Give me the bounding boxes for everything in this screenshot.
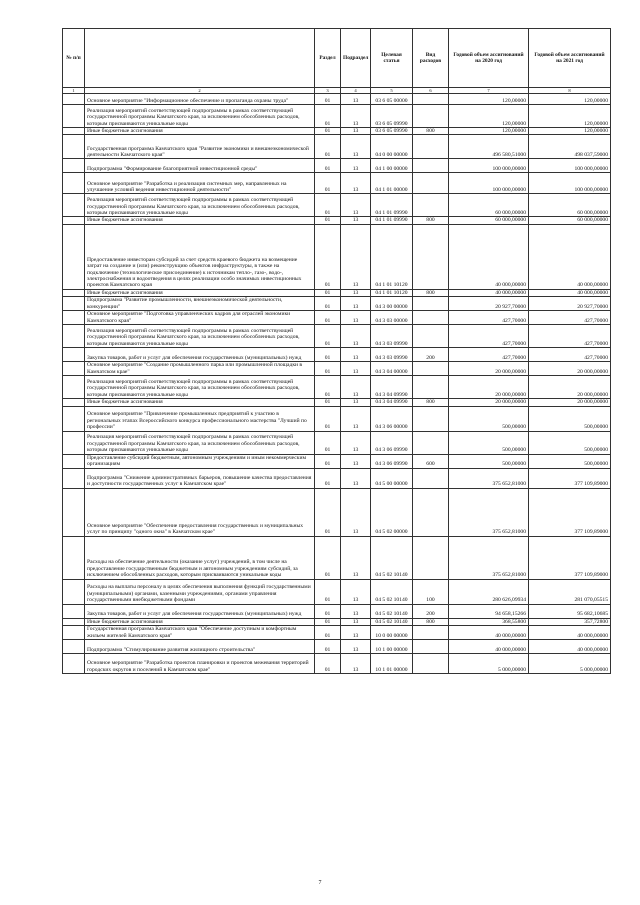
header-podrazdel: Подраздел — [341, 29, 371, 88]
row-expense-type — [413, 135, 449, 159]
row-razdel: 01 — [315, 654, 341, 674]
row-amount-2021: 40 000,00000 — [529, 626, 611, 640]
row-number — [63, 348, 85, 362]
row-number — [63, 325, 85, 348]
row-expense-type — [413, 224, 449, 289]
row-razdel: 01 — [315, 399, 341, 406]
row-podrazdel: 13 — [341, 297, 371, 311]
row-number — [63, 536, 85, 579]
table-row — [63, 105, 611, 128]
header-target-article: Целевая статья — [371, 29, 413, 88]
row-podrazdel: 13 — [341, 311, 371, 325]
row-amount-2020: 60 000,00000 — [449, 194, 529, 217]
row-target-article: 04 3 06 09990 — [371, 431, 413, 454]
row-razdel: 01 — [315, 468, 341, 488]
row-expense-type — [413, 94, 449, 105]
row-target-article: 04 1 00 00000 — [371, 159, 413, 173]
row-target-article: 04 1 01 09990 — [371, 217, 413, 224]
row-podrazdel: 13 — [341, 431, 371, 454]
row-number — [63, 173, 85, 194]
row-amount-2021: 20 000,00000 — [529, 362, 611, 376]
row-number — [63, 224, 85, 289]
row-amount-2020: 375 652,81000 — [449, 536, 529, 579]
row-name: Подпрограмма "Стимулирование развития жилищного строительства" — [85, 640, 315, 654]
column-number: 2 — [85, 88, 315, 94]
row-podrazdel: 13 — [341, 579, 371, 604]
row-name: Иные бюджетные ассигнования — [85, 618, 315, 625]
table-row — [63, 406, 611, 431]
row-amount-2020: 500,00000 — [449, 406, 529, 431]
row-expense-type — [413, 640, 449, 654]
row-number — [63, 454, 85, 468]
row-amount-2021: 95 682,10685 — [529, 604, 611, 618]
row-razdel: 01 — [315, 579, 341, 604]
table-row — [63, 224, 611, 289]
table-row — [63, 94, 611, 105]
table-row — [63, 579, 611, 604]
row-number — [63, 289, 85, 296]
row-podrazdel: 13 — [341, 618, 371, 625]
row-amount-2021: 377 109,89000 — [529, 468, 611, 488]
row-number — [63, 618, 85, 625]
table-body — [63, 94, 611, 674]
row-expense-type — [413, 194, 449, 217]
row-target-article: 04 3 06 09990 — [371, 454, 413, 468]
row-podrazdel: 13 — [341, 454, 371, 468]
row-podrazdel: 13 — [341, 604, 371, 618]
row-target-article: 03 6 05 00000 — [371, 94, 413, 105]
row-expense-type: 600 — [413, 454, 449, 468]
row-name: Закупка товаров, работ и услуг для обеспечения государственных (муниципальных) нужд — [85, 604, 315, 618]
row-podrazdel: 13 — [341, 224, 371, 289]
row-podrazdel: 13 — [341, 105, 371, 128]
row-expense-type — [413, 468, 449, 488]
row-amount-2021: 20 000,00000 — [529, 376, 611, 399]
row-amount-2020: 120,00000 — [449, 94, 529, 105]
row-name: Реализация мероприятий соответствующей подпрограммы в рамках соответствующей государственной программы Камчатского края, за исключением обособленных расходов, которым присваиваются уникальные коды — [85, 376, 315, 399]
row-target-article: 04 5 02 10140 — [371, 618, 413, 625]
row-razdel: 01 — [315, 362, 341, 376]
row-expense-type — [413, 297, 449, 311]
row-amount-2021: 357,72800 — [529, 618, 611, 625]
row-razdel: 01 — [315, 105, 341, 128]
row-target-article: 04 3 06 00000 — [371, 406, 413, 431]
row-target-article: 04 3 03 09990 — [371, 348, 413, 362]
row-podrazdel: 13 — [341, 376, 371, 399]
row-amount-2020: 120,00000 — [449, 105, 529, 128]
row-razdel: 01 — [315, 135, 341, 159]
row-amount-2020: 427,70000 — [449, 325, 529, 348]
row-expense-type — [413, 362, 449, 376]
table-row — [63, 454, 611, 468]
row-amount-2021: 40 000,00000 — [529, 224, 611, 289]
row-amount-2021: 427,70000 — [529, 348, 611, 362]
table-row — [63, 128, 611, 135]
row-podrazdel: 13 — [341, 135, 371, 159]
table-row — [63, 431, 611, 454]
table-row — [63, 362, 611, 376]
row-target-article: 04 5 00 00000 — [371, 468, 413, 488]
row-name: Реализация мероприятий соответствующей подпрограммы в рамках соответствующей государственной программы Камчатского края, за исключением обособленных расходов, которым присваиваются уникальные коды — [85, 431, 315, 454]
row-podrazdel: 13 — [341, 128, 371, 135]
row-razdel: 01 — [315, 159, 341, 173]
row-amount-2020: 40 000,00000 — [449, 224, 529, 289]
row-amount-2021: 120,00000 — [529, 128, 611, 135]
row-name: Расходы на обеспечение деятельности (оказание услуг) учреждений, в том числе на предоставление государственным бюджетным и автономным учреждениям субсидий, за исключением обособленных расходов, которым присваиваются уникальные коды — [85, 536, 315, 579]
row-podrazdel: 13 — [341, 406, 371, 431]
row-target-article: 04 3 00 00000 — [371, 297, 413, 311]
table-row — [63, 618, 611, 625]
row-name: Основное мероприятие "Обеспечение предоставления государственных и муниципальных услуг по принципу "одного окна" в Камчатском крае" — [85, 488, 315, 536]
row-target-article: 10 0 00 00000 — [371, 626, 413, 640]
row-expense-type: 100 — [413, 579, 449, 604]
row-amount-2020: 120,00000 — [449, 128, 529, 135]
row-razdel: 01 — [315, 289, 341, 296]
row-expense-type — [413, 376, 449, 399]
row-number — [63, 406, 85, 431]
row-amount-2021: 281 070,05515 — [529, 579, 611, 604]
header-2020: Годовой объем ассигнований на 2020 год — [449, 29, 529, 88]
header-2021: Годовой объем ассигнований на 2021 год — [529, 29, 611, 88]
row-podrazdel: 13 — [341, 325, 371, 348]
row-number — [63, 626, 85, 640]
column-number: 1 — [63, 88, 85, 94]
row-podrazdel: 13 — [341, 173, 371, 194]
table-row — [63, 173, 611, 194]
row-number — [63, 488, 85, 536]
row-number — [63, 311, 85, 325]
row-expense-type — [413, 431, 449, 454]
budget-table — [62, 28, 611, 674]
table-row — [63, 536, 611, 579]
row-target-article: 04 5 02 00000 — [371, 488, 413, 536]
column-number: 7 — [449, 88, 529, 94]
table-row — [63, 626, 611, 640]
row-amount-2020: 100 000,00000 — [449, 173, 529, 194]
row-expense-type: 800 — [413, 618, 449, 625]
table-row — [63, 289, 611, 296]
row-razdel: 01 — [315, 128, 341, 135]
row-razdel: 01 — [315, 376, 341, 399]
row-amount-2021: 498 037,59000 — [529, 135, 611, 159]
row-expense-type: 800 — [413, 289, 449, 296]
row-target-article: 04 5 02 10140 — [371, 579, 413, 604]
row-amount-2021: 377 109,89000 — [529, 488, 611, 536]
row-razdel: 01 — [315, 94, 341, 105]
row-number — [63, 105, 85, 128]
row-expense-type — [413, 406, 449, 431]
row-target-article: 10 1 00 00000 — [371, 640, 413, 654]
table-row — [63, 488, 611, 536]
table-row — [63, 217, 611, 224]
row-number — [63, 194, 85, 217]
row-amount-2021: 120,00000 — [529, 94, 611, 105]
row-razdel: 01 — [315, 454, 341, 468]
page-number: 7 — [318, 880, 322, 886]
row-number — [63, 399, 85, 406]
column-number: 4 — [341, 88, 371, 94]
row-name: Иные бюджетные ассигнования — [85, 128, 315, 135]
row-amount-2021: 20 000,00000 — [529, 399, 611, 406]
row-expense-type — [413, 159, 449, 173]
row-target-article: 03 6 05 09990 — [371, 128, 413, 135]
row-amount-2021: 500,00000 — [529, 454, 611, 468]
row-expense-type: 800 — [413, 217, 449, 224]
row-amount-2021: 500,00000 — [529, 431, 611, 454]
row-number — [63, 94, 85, 105]
row-expense-type: 200 — [413, 604, 449, 618]
row-expense-type — [413, 105, 449, 128]
row-amount-2021: 377 109,89000 — [529, 536, 611, 579]
row-number — [63, 362, 85, 376]
row-razdel: 01 — [315, 217, 341, 224]
row-expense-type — [413, 626, 449, 640]
header-num: № п/п — [63, 29, 85, 88]
row-amount-2020: 5 000,00000 — [449, 654, 529, 674]
column-number: 8 — [529, 88, 611, 94]
row-name: Реализация мероприятий соответствующей подпрограммы в рамках соответствующей государственной программы Камчатского края, за исключением обособленных расходов, которым присваиваются уникальные коды — [85, 194, 315, 217]
row-razdel: 01 — [315, 311, 341, 325]
row-razdel: 01 — [315, 626, 341, 640]
row-amount-2020: 500,00000 — [449, 431, 529, 454]
row-target-article: 04 1 01 10120 — [371, 289, 413, 296]
row-podrazdel: 13 — [341, 348, 371, 362]
row-amount-2020: 368,55800 — [449, 618, 529, 625]
column-number: 6 — [413, 88, 449, 94]
table-row — [63, 604, 611, 618]
row-target-article: 04 5 02 10140 — [371, 604, 413, 618]
row-razdel: 01 — [315, 348, 341, 362]
row-podrazdel: 13 — [341, 94, 371, 105]
row-podrazdel: 13 — [341, 159, 371, 173]
row-name: Основное мероприятие "Привлечение промышленных предприятий к участию в региональных этапах Всероссийского конкурса профессионального мастерства "Лучший по профессии" — [85, 406, 315, 431]
row-razdel: 01 — [315, 488, 341, 536]
row-expense-type — [413, 325, 449, 348]
row-expense-type — [413, 488, 449, 536]
table-row — [63, 468, 611, 488]
row-number — [63, 217, 85, 224]
row-target-article: 04 5 02 10140 — [371, 536, 413, 579]
row-name: Закупка товаров, работ и услуг для обеспечения государственных (муниципальных) нужд — [85, 348, 315, 362]
row-expense-type: 200 — [413, 348, 449, 362]
row-razdel: 01 — [315, 406, 341, 431]
row-name: Иные бюджетные ассигнования — [85, 217, 315, 224]
row-name: Основное мероприятие "Информационное обеспечение и пропаганда охраны труда" — [85, 94, 315, 105]
row-podrazdel: 13 — [341, 640, 371, 654]
row-amount-2020: 375 652,81000 — [449, 488, 529, 536]
row-name: Государственная программа Камчатского края "Обеспечение доступным и комфортным жильем жителей Камчатского края" — [85, 626, 315, 640]
row-name: Предоставление субсидий бюджетным, автономным учреждениям и иным некоммерческим организациям — [85, 454, 315, 468]
row-number — [63, 640, 85, 654]
row-number — [63, 654, 85, 674]
row-amount-2021: 5 000,00000 — [529, 654, 611, 674]
header-expense-type: Вид расходов — [413, 29, 449, 88]
row-name: Подпрограмма "Развитие промышленности, внешнеэкономической деятельности, конкуренции" — [85, 297, 315, 311]
table-row — [63, 159, 611, 173]
row-target-article: 04 0 00 00000 — [371, 135, 413, 159]
table-row — [63, 348, 611, 362]
row-number — [63, 579, 85, 604]
row-amount-2021: 500,00000 — [529, 406, 611, 431]
row-expense-type — [413, 536, 449, 579]
row-amount-2020: 500,00000 — [449, 454, 529, 468]
row-name: Расходы на выплаты персоналу в целях обеспечения выполнения функций государственными (муниципальными) органами, казенными учреждениями, органами управления государственными внебюджетными фондами — [85, 579, 315, 604]
row-target-article: 04 1 01 09990 — [371, 194, 413, 217]
table-row — [63, 376, 611, 399]
header-row — [63, 29, 611, 88]
row-target-article: 04 3 03 09990 — [371, 325, 413, 348]
row-amount-2020: 94 658,15266 — [449, 604, 529, 618]
row-number — [63, 376, 85, 399]
row-amount-2020: 40 000,00000 — [449, 640, 529, 654]
row-razdel: 01 — [315, 194, 341, 217]
row-name: Основное мероприятие "Разработка проектов планировки и проектов межевания территорий городских округов и поселений в Камчатском крае" — [85, 654, 315, 674]
row-amount-2021: 40 000,00000 — [529, 640, 611, 654]
row-number — [63, 604, 85, 618]
column-number: 3 — [315, 88, 341, 94]
row-target-article: 04 3 04 00000 — [371, 362, 413, 376]
row-razdel: 01 — [315, 640, 341, 654]
row-podrazdel: 13 — [341, 536, 371, 579]
column-number: 5 — [371, 88, 413, 94]
row-razdel: 01 — [315, 224, 341, 289]
row-razdel: 01 — [315, 297, 341, 311]
row-amount-2020: 40 000,00000 — [449, 289, 529, 296]
row-name: Иные бюджетные ассигнования — [85, 289, 315, 296]
row-amount-2021: 100 000,00000 — [529, 173, 611, 194]
row-amount-2020: 20 000,00000 — [449, 399, 529, 406]
row-amount-2020: 375 652,81000 — [449, 468, 529, 488]
header-name — [85, 29, 315, 88]
row-razdel: 01 — [315, 431, 341, 454]
row-expense-type: 800 — [413, 399, 449, 406]
row-podrazdel: 13 — [341, 488, 371, 536]
row-podrazdel: 13 — [341, 217, 371, 224]
row-expense-type: 800 — [413, 128, 449, 135]
row-number — [63, 159, 85, 173]
row-amount-2020: 427,70000 — [449, 311, 529, 325]
table-row — [63, 654, 611, 674]
row-target-article: 04 3 04 09990 — [371, 399, 413, 406]
row-name: Государственная программа Камчатского края "Развитие экономики и внешнеэкономической деятельности Камчатского края" — [85, 135, 315, 159]
row-amount-2020: 496 580,51000 — [449, 135, 529, 159]
row-target-article: 03 6 05 09990 — [371, 105, 413, 128]
row-amount-2021: 427,70000 — [529, 311, 611, 325]
row-amount-2020: 40 000,00000 — [449, 626, 529, 640]
row-expense-type — [413, 173, 449, 194]
row-razdel: 01 — [315, 173, 341, 194]
row-name: Основное мероприятие "Создание промышленного парка или промышленной площадки в Камчатском крае" — [85, 362, 315, 376]
row-amount-2020: 100 000,00000 — [449, 159, 529, 173]
row-amount-2020: 427,70000 — [449, 348, 529, 362]
row-target-article: 04 3 04 09990 — [371, 376, 413, 399]
row-amount-2021: 60 000,00000 — [529, 194, 611, 217]
row-podrazdel: 13 — [341, 468, 371, 488]
table-row — [63, 640, 611, 654]
row-amount-2021: 427,70000 — [529, 325, 611, 348]
row-name: Реализация мероприятий соответствующей подпрограммы в рамках соответствующей государственной программы Камчатского края, за исключением обособленных расходов, которым присваиваются уникальные коды — [85, 325, 315, 348]
row-number — [63, 431, 85, 454]
row-razdel: 01 — [315, 604, 341, 618]
row-expense-type — [413, 311, 449, 325]
row-name: Подпрограмма "Формирование благоприятной инвестиционной среды" — [85, 159, 315, 173]
row-amount-2021: 20 927,70000 — [529, 297, 611, 311]
row-name: Основное мероприятие "Разработка и реализация системных мер, направленных на улучшение условий ведения инвестиционной деятельности" — [85, 173, 315, 194]
row-podrazdel: 13 — [341, 362, 371, 376]
row-number — [63, 128, 85, 135]
row-podrazdel: 13 — [341, 399, 371, 406]
table-row — [63, 297, 611, 311]
row-target-article: 04 1 01 10120 — [371, 224, 413, 289]
header-razdel: Раздел — [315, 29, 341, 88]
row-amount-2020: 20 000,00000 — [449, 376, 529, 399]
row-amount-2021: 120,00000 — [529, 105, 611, 128]
table-row — [63, 194, 611, 217]
table-row — [63, 135, 611, 159]
row-amount-2021: 40 000,00000 — [529, 289, 611, 296]
row-name: Предоставление инвесторам субсидий за счет средств краевого бюджета на возмещение затрат на создание и (или) реконструкцию объектов инфраструктуры, в также на подключение (технологическое присоединение) к источникам тепло-, газо-, водо-, электроснабжения и водоотведения в целях реализации особо значимых инвестиционных проектов Камчатского края — [85, 224, 315, 289]
row-razdel: 01 — [315, 618, 341, 625]
row-name: Основное мероприятие "Подготовка управленческих кадров для отраслей экономики Камчатского края" — [85, 311, 315, 325]
row-podrazdel: 13 — [341, 626, 371, 640]
row-name: Подпрограмма "Снижение административных барьеров, повышение качества предоставления и доступности государственных услуг в Камчатском крае" — [85, 468, 315, 488]
row-razdel: 01 — [315, 536, 341, 579]
row-podrazdel: 13 — [341, 289, 371, 296]
row-amount-2020: 60 000,00000 — [449, 217, 529, 224]
row-amount-2021: 60 000,00000 — [529, 217, 611, 224]
row-podrazdel: 13 — [341, 194, 371, 217]
table-row — [63, 311, 611, 325]
row-target-article: 04 3 03 00000 — [371, 311, 413, 325]
row-target-article: 10 1 01 00000 — [371, 654, 413, 674]
row-target-article: 04 1 01 00000 — [371, 173, 413, 194]
row-expense-type — [413, 654, 449, 674]
row-number — [63, 135, 85, 159]
row-amount-2020: 20 927,70000 — [449, 297, 529, 311]
row-name: Реализация мероприятий соответствующей подпрограммы в рамках соответствующей государственной программы Камчатского края, за исключением обособленных расходов, которым присваиваются уникальные коды — [85, 105, 315, 128]
row-name: Иные бюджетные ассигнования — [85, 399, 315, 406]
row-amount-2020: 20 000,00000 — [449, 362, 529, 376]
row-number — [63, 297, 85, 311]
row-amount-2021: 100 000,00000 — [529, 159, 611, 173]
row-amount-2020: 280 626,09934 — [449, 579, 529, 604]
row-razdel: 01 — [315, 325, 341, 348]
table-row — [63, 325, 611, 348]
table-row — [63, 399, 611, 406]
row-podrazdel: 13 — [341, 654, 371, 674]
row-number — [63, 468, 85, 488]
